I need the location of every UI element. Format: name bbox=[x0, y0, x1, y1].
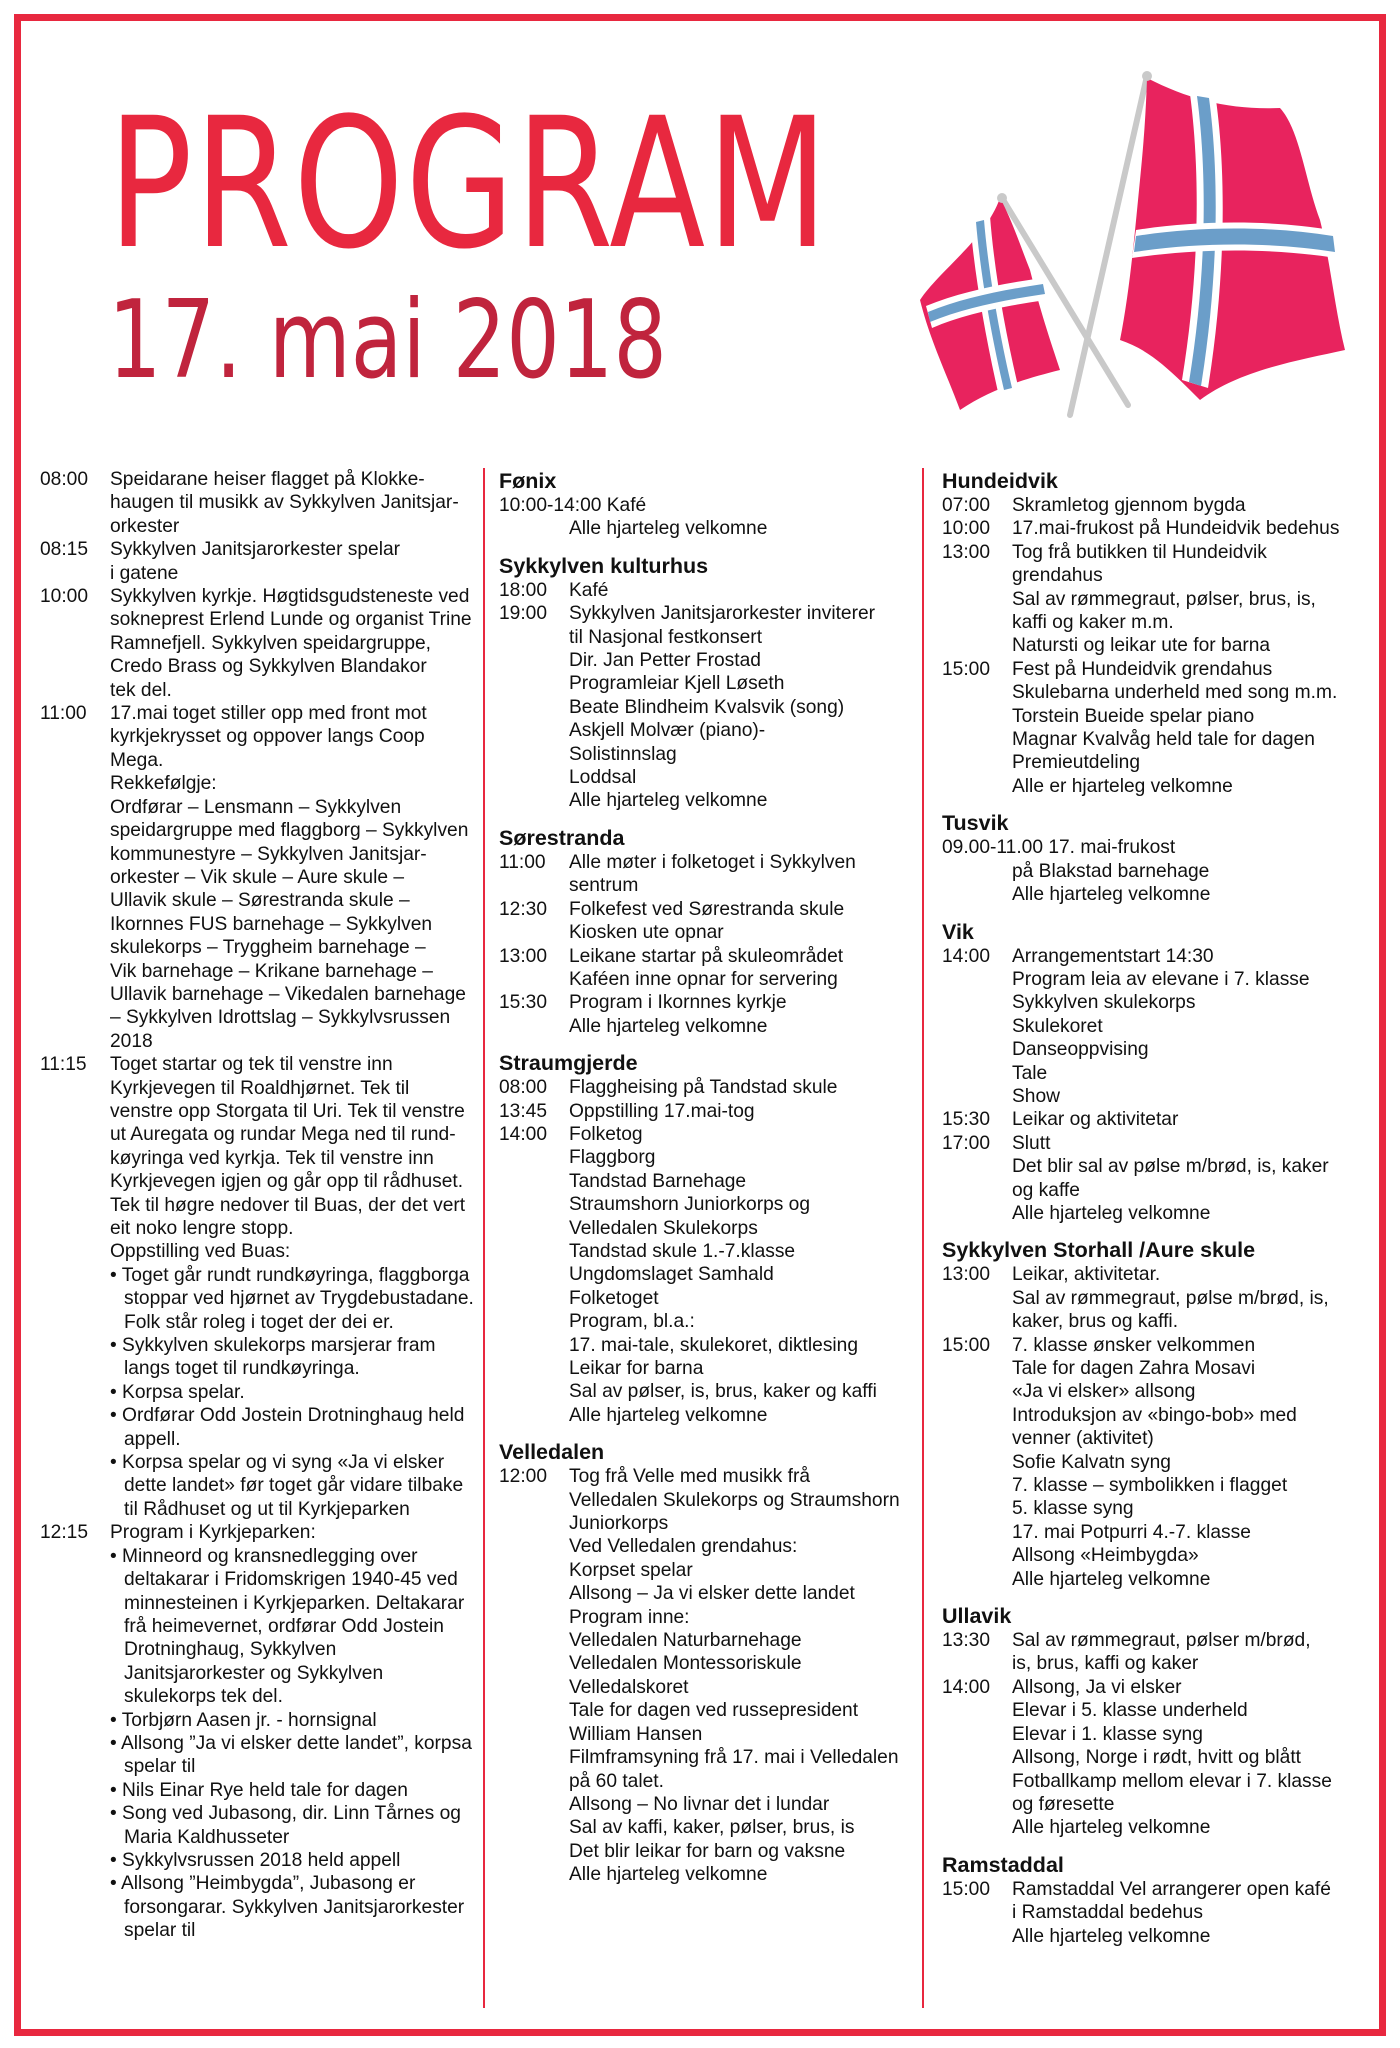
entry-line: Sal av rømmegraut, pølser, brus, is, bbox=[1012, 588, 1316, 610]
entry-time: 08:15 bbox=[40, 539, 89, 561]
entry-line: Tek til høgre nedover til Buas, der det vert bbox=[110, 1194, 466, 1216]
bullet-item: • Ordførar Odd Jostein Drotninghaug held appell. bbox=[110, 1405, 465, 1450]
entry-time: 15:30 bbox=[942, 1109, 991, 1131]
bullet-item: • Torbjørn Aasen jr. - hornsignal bbox=[110, 1709, 377, 1731]
entry-line: Alle møter i folketoget i Sykkylven bbox=[569, 851, 856, 873]
entry-line: 5. klasse syng bbox=[1012, 1498, 1134, 1520]
schedule-entry bbox=[942, 494, 1362, 517]
entry-line: 7. klasse – symbolikken i flagget bbox=[1012, 1475, 1288, 1497]
entry-description bbox=[1012, 945, 1362, 1109]
entry-description bbox=[110, 468, 480, 538]
entry-line: Dir. Jan Petter Frostad bbox=[569, 650, 761, 672]
entry-line: ut Auregata og rundar Mega ned til rund- bbox=[110, 1124, 456, 1146]
entry-line: og kaffe bbox=[1012, 1179, 1080, 1201]
entry-line: Program i Ikornnes kyrkje bbox=[569, 992, 787, 1014]
entry-time: 13:30 bbox=[942, 1630, 991, 1652]
entry-line: Tale for dagen Zahra Mosavi bbox=[1012, 1358, 1256, 1379]
location-section bbox=[499, 553, 904, 813]
entry-line: Skramletog gjennom bygda bbox=[1012, 495, 1246, 516]
entry-line: sokneprest Erlend Lunde og organist Trine bbox=[110, 609, 472, 631]
entry-line: Program inne: bbox=[569, 1606, 690, 1628]
schedule-entry bbox=[942, 836, 1362, 859]
entry-line: Speidarane heiser flagget på Klokke- bbox=[110, 469, 425, 490]
location-section bbox=[942, 919, 1362, 1226]
entry-time: 13:00 bbox=[499, 945, 548, 967]
schedule-entry bbox=[942, 945, 1362, 1109]
entry-line: til Nasjonal festkonsert bbox=[569, 626, 763, 648]
entry-line: Ikornnes FUS barnehage – Sykkylven bbox=[110, 913, 433, 935]
entry-line: Sal av pølser, is, brus, kaker og kaffi bbox=[569, 1381, 877, 1403]
entry-line: Fotballkamp mellom elevar i 7. klasse bbox=[1012, 1770, 1332, 1792]
schedule-column-right bbox=[942, 468, 1362, 1960]
entry-line: Leikane startar på skuleområdet bbox=[569, 945, 844, 967]
entry-time: 09.00-11.00 17. mai-frukost bbox=[942, 837, 1176, 859]
entry-line: Leikar, aktivitetar. bbox=[1012, 1264, 1161, 1286]
entry-line: Danseoppvising bbox=[1012, 1039, 1149, 1061]
entry-line: Sykkylven kyrkje. Høgtidsgudsteneste ved bbox=[110, 586, 470, 608]
location-heading: Ullavik bbox=[942, 1604, 1012, 1629]
entry-line: Sykkylven Janitsjarorkester spelar bbox=[110, 539, 401, 561]
schedule-entry bbox=[40, 538, 480, 585]
entry-line: 17.mai-frukost på Hundeidvik bedehus bbox=[1012, 518, 1340, 540]
entry-description bbox=[1012, 541, 1362, 658]
entry-line: kaffi og kaker m.m. bbox=[1012, 612, 1174, 634]
entry-line: Program i Kyrkjeparken: bbox=[110, 1522, 316, 1544]
entry-line: Ullavik barnehage – Vikedalen barnehage bbox=[110, 983, 466, 1005]
bullet-item: • Sykkylvsrussen 2018 held appell bbox=[110, 1849, 401, 1871]
entry-line: 17. mai Potpurri 4.-7. klasse bbox=[1012, 1521, 1251, 1543]
entry-line: Sykkylven Janitsjarorkester inviterer bbox=[569, 603, 876, 625]
entry-time: 17:00 bbox=[942, 1132, 991, 1154]
bullet-item: • Nils Einar Rye held tale for dagen bbox=[110, 1779, 408, 1801]
entry-line: Velledalen Skulekorps bbox=[569, 1217, 758, 1239]
entry-line: Flaggborg bbox=[569, 1147, 656, 1169]
location-heading: Straumgjerde bbox=[499, 1051, 638, 1076]
entry-line: venstre opp Storgata til Uri. Tek til venstre bbox=[110, 1100, 465, 1122]
location-section bbox=[942, 810, 1362, 906]
entry-line: Ramnefjell. Sykkylven speidargruppe, bbox=[110, 632, 432, 654]
entry-description bbox=[569, 851, 904, 898]
entry-line: Sykkylven skulekorps bbox=[1012, 992, 1196, 1014]
location-section bbox=[499, 1050, 904, 1427]
entry-line: – Sykkylven Idrottslag – Sykkylvsrussen bbox=[110, 1007, 451, 1029]
bullet-item: • Song ved Jubasong, dir. Linn Tårnes og Maria Kaldhusseter bbox=[110, 1803, 461, 1848]
title-program: PROGRAM bbox=[108, 80, 830, 289]
entry-time: 13:00 bbox=[942, 541, 991, 563]
entry-time: 10:00 bbox=[942, 518, 991, 540]
entry-line: «Ja vi elsker» allsong bbox=[1012, 1381, 1196, 1403]
entry-line: Allsong, Ja vi elsker bbox=[1012, 1676, 1182, 1698]
entry-line: Alle hjarteleg velkomne bbox=[569, 1864, 768, 1886]
entry-line: Skulekoret bbox=[1012, 1015, 1103, 1037]
column-divider bbox=[483, 468, 485, 2008]
entry-line: eit noko lengre stopp. bbox=[110, 1218, 294, 1239]
location-heading: Velledalen bbox=[499, 1440, 605, 1465]
entry-description bbox=[110, 702, 480, 1053]
bullet-item: • Allsong ”Ja vi elsker dette landet”, korpsa spelar til bbox=[110, 1732, 472, 1778]
schedule-entry bbox=[499, 1076, 904, 1099]
entry-description bbox=[110, 585, 480, 702]
entry-line: Alle hjarteleg velkomne bbox=[569, 1404, 768, 1426]
schedule-entry bbox=[942, 1108, 1362, 1131]
entry-line: Tandstad Barnehage bbox=[569, 1170, 747, 1192]
entry-line: Magnar Kvalvåg held tale for dagen bbox=[1012, 729, 1315, 751]
entry-line: Kiosken ute opnar bbox=[569, 922, 724, 944]
location-section bbox=[942, 1852, 1362, 1948]
schedule-entry bbox=[942, 1132, 1362, 1226]
entry-time: 10:00-14:00 Kafé bbox=[499, 495, 647, 516]
entry-line: Vik barnehage – Krikane barnehage – bbox=[110, 960, 433, 982]
entry-line: Credo Brass og Sykkylven Blandakor bbox=[110, 656, 427, 678]
entry-time: 12:00 bbox=[499, 1466, 548, 1488]
entry-line: kyrkjekrysset og oppover langs Coop bbox=[110, 726, 425, 748]
entry-time: 15:30 bbox=[499, 992, 548, 1014]
entry-line: Allsong – Ja vi elsker dette landet bbox=[569, 1583, 855, 1605]
entry-line: på 60 talet. bbox=[569, 1770, 664, 1792]
location-heading: Fønix bbox=[499, 469, 557, 493]
entry-line: Alle hjarteleg velkomne bbox=[569, 790, 768, 812]
entry-line: Allsong – No livnar det i lundar bbox=[569, 1793, 830, 1815]
schedule-entry bbox=[942, 1878, 1362, 1948]
location-section bbox=[499, 468, 904, 541]
entry-line: Kaféen inne opnar for servering bbox=[569, 968, 838, 990]
entry-line: på Blakstad barnehage bbox=[1012, 860, 1210, 882]
entry-line: Sofie Kalvatn syng bbox=[1012, 1451, 1171, 1473]
title-date: 17. mai 2018 bbox=[108, 278, 668, 403]
entry-line: Premieutdeling bbox=[1012, 752, 1140, 774]
entry-line: Velledalen Skulekorps og Straumshorn bbox=[569, 1489, 900, 1511]
entry-line: Introduksjon av «bingo-bob» med bbox=[1012, 1404, 1297, 1426]
entry-time: 15:00 bbox=[942, 1334, 991, 1356]
entry-description bbox=[569, 1100, 904, 1123]
poster-title bbox=[108, 80, 1033, 403]
entry-description bbox=[1012, 517, 1362, 540]
entry-line: Elevar i 1. klasse syng bbox=[1012, 1723, 1203, 1745]
entry-line: Rekkefølgje: bbox=[110, 773, 217, 795]
entry-line: Folkefest ved Sørestranda skule bbox=[569, 898, 845, 920]
entry-line: Alle hjarteleg velkomne bbox=[1012, 1202, 1211, 1224]
entry-line: Ordførar – Lensmann – Sykkylven bbox=[110, 796, 402, 818]
bullet-item: • Korpsa spelar. bbox=[110, 1381, 245, 1403]
entry-line: Arrangementstart 14:30 bbox=[1012, 945, 1214, 967]
entry-line: Alle hjarteleg velkomne bbox=[569, 1015, 768, 1037]
entry-time: 12:30 bbox=[499, 898, 548, 920]
entry-description bbox=[110, 1053, 480, 1521]
schedule-entry bbox=[499, 579, 904, 602]
bullet-item: • Toget går rundt rundkøyringa, flaggborga stoppar ved hjørnet av Trygdebustadane. Folk står roleg i toget der dei er. bbox=[110, 1264, 474, 1333]
entry-line: Folketog bbox=[569, 1123, 643, 1145]
entry-line: Ullavik skule – Sørestranda skule – bbox=[110, 890, 410, 912]
entry-time: 12:15 bbox=[40, 1522, 89, 1544]
entry-line: Juniorkorps bbox=[569, 1513, 669, 1535]
entry-description bbox=[569, 1123, 904, 1427]
location-section bbox=[942, 468, 1362, 798]
entry-time: 15:00 bbox=[942, 658, 991, 680]
entry-line: Alle hjarteleg velkomne bbox=[569, 518, 768, 540]
schedule-entry bbox=[40, 585, 480, 702]
location-section bbox=[499, 825, 904, 1038]
entry-description bbox=[569, 602, 904, 813]
entry-line: Velledalen Montessoriskule bbox=[569, 1653, 802, 1675]
entry-description bbox=[1012, 1878, 1362, 1948]
entry-time: 11:00 bbox=[499, 851, 546, 873]
entry-description bbox=[569, 898, 904, 945]
entry-line: Flaggheising på Tandstad skule bbox=[569, 1077, 838, 1099]
entry-line: Slutt bbox=[1012, 1132, 1051, 1154]
entry-line: Det blir leikar for barn og vaksne bbox=[569, 1840, 846, 1862]
entry-line: Leikar og aktivitetar bbox=[1012, 1109, 1179, 1131]
location-heading: Sørestranda bbox=[499, 825, 625, 850]
entry-line: Straumshorn Juniorkorps og bbox=[569, 1194, 811, 1216]
entry-line: venner (aktivitet) bbox=[1012, 1428, 1154, 1450]
schedule-entry bbox=[499, 945, 904, 992]
entry-time: 10:00 bbox=[40, 586, 89, 608]
schedule-entry bbox=[942, 541, 1362, 658]
entry-line: Mega. bbox=[110, 749, 164, 771]
entry-description bbox=[1012, 1676, 1362, 1840]
entry-time: 13:45 bbox=[499, 1100, 548, 1122]
entry-line: is, brus, kaffi og kaker bbox=[1012, 1653, 1199, 1675]
entry-description bbox=[569, 1076, 904, 1099]
entry-line: Tandstad skule 1.-7.klasse bbox=[569, 1240, 796, 1262]
schedule-entry bbox=[40, 1521, 480, 1942]
bullet-item: • Allsong ”Heimbygda”, Jubasong er forsongarar. Sykkylven Janitsjarorkester spelar til bbox=[110, 1873, 465, 1942]
entry-line: Askjell Molvær (piano)- bbox=[569, 720, 766, 742]
entry-line: Kafé bbox=[569, 579, 609, 601]
entry-line: Toget startar og tek til venstre inn bbox=[110, 1054, 393, 1076]
entry-line: i gatene bbox=[110, 562, 179, 584]
entry-time: 07:00 bbox=[942, 495, 991, 516]
entry-description bbox=[1012, 1132, 1362, 1226]
entry-time: 14:00 bbox=[942, 1676, 991, 1698]
entry-time: 13:00 bbox=[942, 1264, 991, 1286]
entry-line: orkester – Vik skule – Aure skule – bbox=[110, 866, 405, 888]
entry-time: 11:15 bbox=[40, 1054, 87, 1076]
entry-line: og føresette bbox=[1012, 1793, 1115, 1815]
entry-line: Alle hjarteleg velkomne bbox=[1012, 884, 1211, 906]
schedule-entry bbox=[499, 602, 904, 813]
entry-line: Loddsal bbox=[569, 767, 637, 789]
entry-line: Alle hjarteleg velkomne bbox=[1012, 1925, 1211, 1947]
entry-description bbox=[569, 1465, 904, 1886]
entry-line: Oppstilling 17.mai-tog bbox=[569, 1100, 755, 1122]
schedule-entry bbox=[40, 1053, 480, 1521]
schedule-entry bbox=[942, 658, 1362, 798]
schedule-column-middle bbox=[499, 468, 904, 1899]
location-section bbox=[942, 1237, 1362, 1591]
entry-line: speidargruppe med flaggborg – Sykkylven bbox=[110, 820, 469, 842]
entry-line: 2018 bbox=[110, 1030, 153, 1052]
entry-line: 17. mai-tale, skulekoret, diktlesing bbox=[569, 1334, 859, 1356]
entry-line: Natursti og leikar ute for barna bbox=[1012, 635, 1271, 657]
bullet-item: • Sykkylven skulekorps marsjerar fram langs toget til rundkøyringa. bbox=[110, 1335, 436, 1380]
schedule-entry bbox=[942, 517, 1362, 540]
entry-time: 18:00 bbox=[499, 579, 548, 601]
entry-description bbox=[1012, 1629, 1362, 1676]
location-heading: Ramstaddal bbox=[942, 1852, 1064, 1877]
entry-description bbox=[110, 1521, 480, 1942]
entry-time: 14:00 bbox=[942, 945, 991, 967]
entry-description bbox=[569, 579, 904, 602]
entry-line: Sal av rømmegraut, pølser m/brød, bbox=[1012, 1630, 1311, 1652]
location-heading: Sykkylven Storhall /Aure skule bbox=[942, 1238, 1256, 1263]
schedule-entry bbox=[499, 991, 904, 1038]
schedule-entry bbox=[499, 1123, 904, 1427]
entry-line: Program, bl.a.: bbox=[569, 1311, 695, 1333]
entry-description bbox=[1012, 1334, 1362, 1591]
entry-line: Alle hjarteleg velkomne bbox=[1012, 1568, 1211, 1590]
schedule-entry bbox=[499, 1100, 904, 1123]
entry-line: Korpset spelar bbox=[569, 1559, 693, 1581]
schedule-entry bbox=[40, 702, 480, 1053]
entry-time: 08:00 bbox=[40, 469, 89, 490]
entry-line: Torstein Bueide spelar piano bbox=[1012, 705, 1255, 727]
entry-line: Fest på Hundeidvik grendahus bbox=[1012, 658, 1273, 680]
location-heading: Sykkylven kulturhus bbox=[499, 553, 709, 578]
entry-line: Tog frå Velle med musikk frå bbox=[569, 1466, 811, 1488]
entry-description bbox=[1012, 494, 1362, 517]
column-divider bbox=[922, 468, 924, 2008]
schedule-entry bbox=[499, 1465, 904, 1886]
entry-description bbox=[1012, 658, 1362, 798]
entry-line: Alle hjarteleg velkomne bbox=[1012, 1817, 1211, 1839]
schedule-entry bbox=[942, 1263, 1362, 1333]
entry-line: tek del. bbox=[110, 679, 172, 701]
entry-time: 19:00 bbox=[499, 603, 548, 625]
schedule-entry bbox=[942, 1334, 1362, 1591]
entry-line: Show bbox=[1012, 1085, 1060, 1107]
entry-line: Sal av rømmegraut, pølse m/brød, is, bbox=[1012, 1287, 1329, 1309]
entry-line: Det blir sal av pølse m/brød, is, kaker bbox=[1012, 1156, 1329, 1178]
entry-line: køyringa ved kyrkja. Tek til venstre inn bbox=[110, 1147, 434, 1169]
schedule-entry bbox=[40, 468, 480, 538]
schedule-entry bbox=[499, 494, 904, 517]
entry-time: 14:00 bbox=[499, 1123, 548, 1145]
entry-line: 17.mai toget stiller opp med front mot bbox=[110, 703, 427, 725]
entry-line: skulekorps – Tryggheim barnehage – bbox=[110, 937, 426, 959]
entry-time: 08:00 bbox=[499, 1077, 548, 1099]
entry-line: kommunestyre – Sykkylven Janitsjar- bbox=[110, 843, 427, 865]
entry-line: Tog frå butikken til Hundeidvik bbox=[1012, 541, 1267, 563]
entry-line: Oppstilling ved Buas: bbox=[110, 1241, 291, 1263]
entry-description bbox=[1012, 1263, 1362, 1333]
bullet-item: • Korpsa spelar og vi syng «Ja vi elsker dette landet» før toget går vidare tilbake til Rådhuset og ut til Kyrkjeparken bbox=[110, 1452, 464, 1520]
entry-description bbox=[110, 538, 480, 585]
entry-line: Ramstaddal Vel arrangerer open kafé bbox=[1012, 1878, 1331, 1900]
entry-line: Kyrkjevegen igjen og går opp til rådhuset. bbox=[110, 1171, 464, 1193]
entry-line: orkester bbox=[110, 515, 180, 537]
entry-line: grendahus bbox=[1012, 565, 1103, 587]
entry-line: Velledalen Naturbarnehage bbox=[569, 1630, 802, 1652]
entry-line: 7. klasse ønsker velkommen bbox=[1012, 1334, 1256, 1356]
entry-line: Leikar for barna bbox=[569, 1358, 704, 1379]
entry-line: i Ramstaddal bedehus bbox=[1012, 1902, 1203, 1924]
location-section bbox=[942, 1603, 1362, 1840]
schedule-entry bbox=[499, 898, 904, 945]
location-heading: Hundeidvik bbox=[942, 469, 1058, 493]
entry-time: 11:00 bbox=[40, 703, 87, 725]
entry-line: Solistinnslag bbox=[569, 743, 677, 765]
entry-line: Elevar i 5. klasse underheld bbox=[1012, 1700, 1248, 1722]
norwegian-flags-icon bbox=[900, 70, 1350, 460]
entry-line: Tale bbox=[1012, 1062, 1048, 1084]
entry-line: Programleiar Kjell Løseth bbox=[569, 673, 785, 695]
location-heading: Tusvik bbox=[942, 811, 1009, 836]
entry-line: Ungdomslaget Samhald bbox=[569, 1264, 774, 1286]
schedule-entry bbox=[942, 1629, 1362, 1676]
entry-line: Allsong, Norge i rødt, hvitt og blått bbox=[1012, 1747, 1302, 1769]
schedule-entry bbox=[942, 1676, 1362, 1840]
entry-line: Filmframsyning frå 17. mai i Velledalen bbox=[569, 1747, 899, 1769]
entry-line: Velledalskoret bbox=[569, 1676, 689, 1698]
entry-line: Folketoget bbox=[569, 1287, 659, 1309]
schedule-column-sentrum bbox=[40, 468, 480, 1943]
entry-line: Sal av kaffi, kaker, pølser, brus, is bbox=[569, 1817, 855, 1839]
entry-description bbox=[1012, 1108, 1362, 1131]
entry-line: Program leia av elevane i 7. klasse bbox=[1012, 968, 1310, 990]
entry-line: Tale for dagen ved russepresident bbox=[569, 1700, 859, 1722]
location-section bbox=[499, 1439, 904, 1886]
entry-line: William Hansen bbox=[569, 1723, 703, 1745]
entry-line: Allsong «Heimbygda» bbox=[1012, 1545, 1199, 1567]
schedule-entry bbox=[499, 851, 904, 898]
entry-line: Skulebarna underheld med song m.m. bbox=[1012, 682, 1338, 704]
entry-line: Kyrkjevegen til Roaldhjørnet. Tek til bbox=[110, 1077, 410, 1099]
entry-line: Ved Velledalen grendahus: bbox=[569, 1536, 798, 1558]
entry-line: Beate Blindheim Kvalsvik (song) bbox=[569, 696, 845, 718]
entry-line: kaker, brus og kaffi. bbox=[1012, 1311, 1179, 1333]
entry-time: 15:00 bbox=[942, 1878, 991, 1900]
location-heading: Vik bbox=[942, 919, 974, 944]
entry-line: haugen til musikk av Sykkylven Janitsjar- bbox=[110, 492, 459, 514]
entry-line: sentrum bbox=[569, 875, 639, 897]
entry-description bbox=[569, 945, 904, 992]
bullet-item: • Minneord og kransnedlegging over deltakarar i Fridomskrigen 1940-45 ved minnesteinen i Kyrkjeparken. Deltakarar frå heimevernet, ordførar Odd Jostein Drotninghaug, Sykkylven Janitsjarorkester og Sykkylven skulekorps tek del. bbox=[110, 1545, 465, 1708]
entry-description bbox=[569, 991, 904, 1038]
entry-line: Alle er hjarteleg velkomne bbox=[1012, 775, 1233, 797]
